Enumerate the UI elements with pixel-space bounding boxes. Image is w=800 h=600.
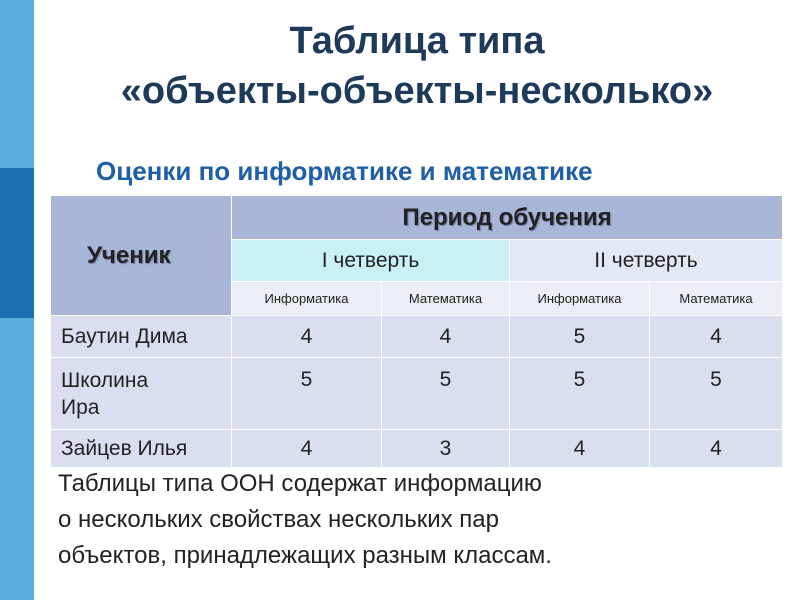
table-row <box>51 316 783 358</box>
title-line-2: «объекты-объекты-несколько» <box>120 70 714 112</box>
grade-cell: 4 <box>650 316 783 358</box>
grade-cell: 3 <box>382 430 510 468</box>
grade-cell: 5 <box>382 358 510 430</box>
grade-cell: 5 <box>510 316 650 358</box>
table-row <box>51 358 783 430</box>
header-quarter-1: I четверть <box>232 240 510 282</box>
header-subject: Математика <box>650 282 783 316</box>
header-subject: Математика <box>382 282 510 316</box>
table-row <box>51 430 783 468</box>
header-quarter-2: II четверть <box>510 240 783 282</box>
grades-table <box>50 195 783 468</box>
grade-cell: 4 <box>232 316 382 358</box>
grade-cell: 5 <box>510 358 650 430</box>
header-period: Период обучения <box>232 196 783 240</box>
student-name: Зайцев Илья <box>51 430 232 468</box>
explanation-text <box>58 466 758 574</box>
explanation-line-1: Таблицы типа ООН содержат информацию <box>58 470 542 497</box>
header-student: Ученик <box>51 196 232 316</box>
explanation-line-3: объектов, принадлежащих разным классам. <box>58 542 552 569</box>
student-name: Школина Ира <box>51 358 232 430</box>
header-subject: Информатика <box>232 282 382 316</box>
header-subject: Информатика <box>510 282 650 316</box>
table-caption: Оценки по информатике и математике <box>96 156 593 186</box>
explanation-line-2: о нескольких свойствах нескольких пар <box>58 506 499 533</box>
header-row-period <box>51 196 783 240</box>
title-line-1: Таблица типа <box>289 20 545 62</box>
grade-cell: 4 <box>650 430 783 468</box>
slide-title <box>34 18 800 114</box>
grade-cell: 4 <box>232 430 382 468</box>
grade-cell: 4 <box>510 430 650 468</box>
grade-cell: 5 <box>650 358 783 430</box>
student-name: Баутин Дима <box>51 316 232 358</box>
grade-cell: 4 <box>382 316 510 358</box>
grade-cell: 5 <box>232 358 382 430</box>
side-accent-block <box>0 168 34 318</box>
